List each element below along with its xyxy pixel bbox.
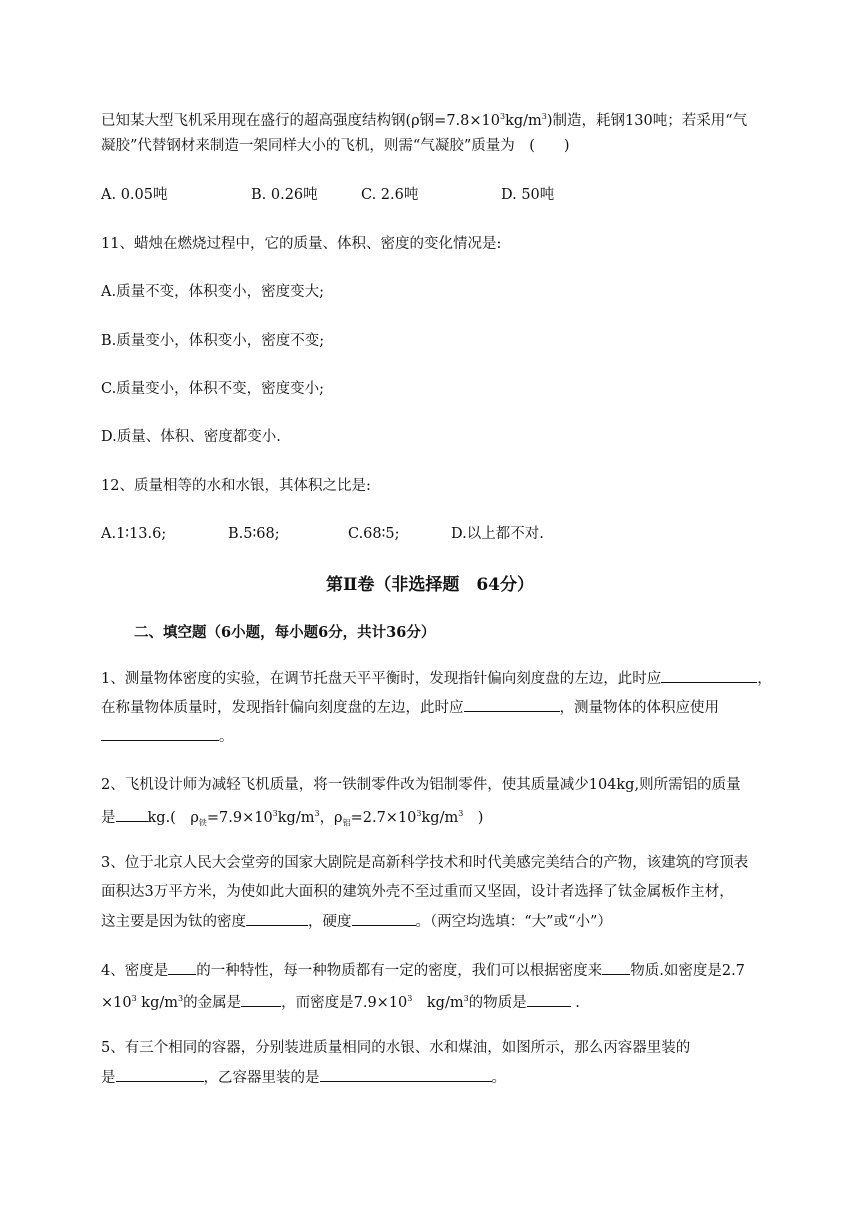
q11-option-c: C.质量变小，体积不变，密度变小;: [101, 381, 325, 397]
f3-line3: 这主要是因为钛的密度 ，硬度 。（两空均选填：“大”或“小”）: [101, 911, 612, 932]
answer-blank[interactable]: [661, 668, 757, 683]
q11-option-d: D.质量、体积、密度都变小.: [101, 429, 281, 445]
f1-line2: 在称量物体质量时，发现指针偏向刻度盘的左边，此时应 ，测量物体的体积应使用: [101, 697, 719, 718]
q12-option-c: C.68∶5;: [348, 526, 400, 542]
answer-blank[interactable]: [527, 992, 571, 1007]
q10-option-d: D. 50吨: [501, 187, 555, 203]
f2-line1: 2、飞机设计师为减轻飞机质量，将一铁制零件改为铝制零件，使其质量减少104kg,则所需铝的质量: [101, 777, 741, 793]
q10-option-a: A. 0.05吨: [101, 187, 168, 203]
q10-option-c: C. 2.6吨: [361, 187, 419, 203]
q12-option-d: D.以上都不对.: [451, 526, 544, 542]
answer-blank[interactable]: [602, 960, 630, 975]
q11-stem: 11、蜡烛在燃烧过程中，它的质量、体积、密度的变化情况是:: [101, 236, 502, 252]
answer-blank[interactable]: [246, 911, 308, 926]
f1-line3: 。: [101, 726, 234, 747]
answer-blank[interactable]: [101, 726, 219, 741]
answer-blank[interactable]: [116, 807, 148, 822]
f4-line1: 4、密度是 的一种特性，每一种物质都有一定的密度，我们可以根据密度来 物质.如密度是2.7: [101, 960, 745, 981]
q10-stem-line1: 已知某大型飞机采用现在盛行的超高强度结构钢(ρ钢$=7.8\times 10^3kg/m^3$)制造，耗钢130吨；若采用“气: [101, 112, 748, 129]
f5-line1: 5、有三个相同的容器，分别装进质量相同的水银、水和煤油，如图所示，那么丙容器里装的: [101, 1040, 691, 1056]
answer-blank[interactable]: [116, 1067, 204, 1082]
q10-stem-line2: 凝胶”代替钢材来制造一架同样大小的飞机，则需“气凝胶”质量为 ( ): [101, 138, 570, 154]
f4-line2: $\times 10^3$ $kg/m^3$的金属是 ，而密度是$7.9\times 10^3$ $kg/m^3$的物质是 .: [101, 989, 580, 1013]
answer-blank[interactable]: [241, 992, 281, 1007]
q12-stem: 12、质量相等的水和水银，其体积之比是:: [101, 478, 371, 494]
q11-option-a: A.质量不变，体积变小，密度变大;: [101, 284, 324, 300]
section-title: 第Ⅱ卷（非选择题 64分）: [326, 575, 534, 595]
answer-blank[interactable]: [464, 697, 560, 712]
q12-option-b: B.5∶68;: [228, 526, 280, 542]
f3-line2: 面积达3万平方米，为使如此大面积的建筑外壳不至过重而又坚固，设计者选择了钛金属板作主材，: [101, 884, 734, 900]
answer-blank[interactable]: [168, 960, 196, 975]
q10-option-b: B. 0.26吨: [251, 187, 318, 203]
f3-line1: 3、位于北京人民大会堂旁的国家大剧院是高新科学技术和时代美感完美结合的产物，该建筑的穹顶表: [101, 855, 749, 871]
q11-option-b: B.质量变小，体积变小，密度不变;: [101, 333, 325, 349]
f2-line2: 是 kg.( $\rho_铁=7.9\times 10^3kg/m^3$，$\rho_铝=2.7\times 10^3kg/m^3$ ): [101, 804, 483, 834]
q12-options: [101, 524, 544, 544]
section-subtitle: 二、填空题（6小题，每小题6分，共计36分）: [134, 624, 436, 641]
answer-blank[interactable]: [320, 1067, 492, 1082]
q12-option-a: A.1∶13.6;: [101, 526, 167, 542]
f1-line1: 1、测量物体密度的实验，在调节托盘天平平衡时，发现指针偏向刻度盘的左边，此时应 ，: [101, 668, 772, 689]
q10-options: [101, 185, 554, 205]
f5-line2: 是 ，乙容器里装的是 。: [101, 1067, 506, 1088]
answer-blank[interactable]: [352, 911, 416, 926]
